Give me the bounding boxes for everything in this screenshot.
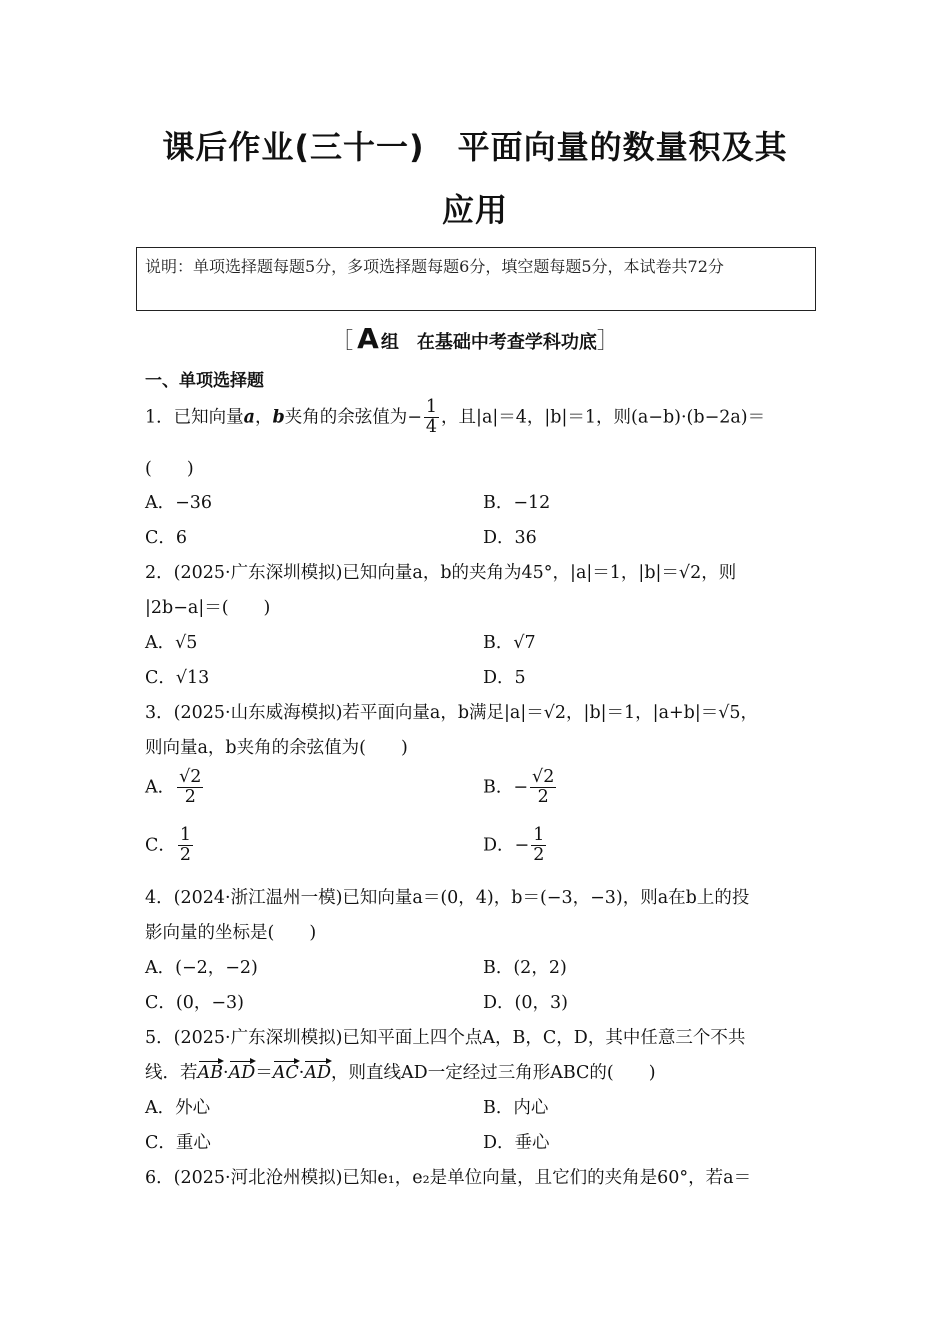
question-1-option-c: C．6 — [145, 528, 188, 548]
instructions-box: 说明：单项选择题每题5分，多项选择题每题6分，填空题每题5分，本试卷共72分 — [136, 247, 816, 311]
question-4-stem-line2: 影向量的坐标是( ) — [145, 923, 317, 943]
question-3-option-c: C． $\frac{1}{2}$ — [145, 825, 192, 866]
question-4-option-c: C．(0，−3) — [145, 993, 244, 1013]
question-5-option-b: B．内心 — [483, 1098, 549, 1118]
left-bracket-icon: ［ — [331, 329, 354, 354]
question-1-option-b: B．−12 — [483, 493, 551, 513]
group-header — [0, 322, 950, 355]
right-bracket-icon: ］ — [596, 329, 619, 354]
question-6-stem: 6．(2025·河北沧州模拟)已知e₁，e₂是单位向量，且它们的夹角是60°，若a＝ — [145, 1168, 752, 1188]
page-title: 课后作业(三十一) 平面向量的数量积及其 — [162, 128, 788, 166]
question-1-bracket: ( ) — [145, 459, 194, 479]
question-5-option-c: C．重心 — [145, 1133, 211, 1153]
question-5-stem-line2: 线．若AB·AD＝AC·AD，则直线AD一定经过三角形ABC的( ) — [145, 1063, 656, 1083]
question-5-stem: 5．(2025·广东深圳模拟)已知平面上四个点A，B，C，D，其中任意三个不共 — [145, 1028, 746, 1048]
question-4-option-b: B．(2，2) — [483, 958, 567, 978]
question-2-stem: 2．(2025·广东深圳模拟)已知向量a，b的夹角为45°，|a|＝1，|b|＝√2，则 — [145, 563, 737, 583]
question-4-option-d: D．(0，3) — [483, 993, 568, 1013]
question-1-stem: 1．已知向量a，b夹角的余弦值为− $\frac{1}{4}$ ，且|a|＝4，|b|＝1，则(a−b)·(b−2a)＝ — [145, 397, 766, 438]
group-label: 组 — [380, 332, 399, 353]
question-5-option-a: A．外心 — [145, 1098, 211, 1118]
vector-ac: AC — [272, 1063, 299, 1083]
vector-ab: AB — [197, 1063, 223, 1083]
question-1-option-a: A．−36 — [145, 493, 213, 513]
question-2-option-b: B．√7 — [483, 633, 536, 653]
question-5-option-d: D．垂心 — [483, 1133, 550, 1153]
question-2-option-d: D．5 — [483, 668, 526, 688]
vector-ad: AD — [228, 1063, 256, 1083]
question-3-option-a: A． $\frac{√2}{2}$ — [145, 767, 202, 808]
question-4-option-a: A．(−2，−2) — [145, 958, 258, 978]
question-3-stem-line2: 则向量a，b夹角的余弦值为( ) — [145, 738, 408, 758]
question-3-option-b: B．− $\frac{√2}{2}$ — [483, 767, 555, 808]
question-3-option-d: D．− $\frac{1}{2}$ — [483, 825, 545, 866]
question-2-option-a: A．√5 — [145, 633, 198, 653]
fraction: $\frac{1}{4}$ — [425, 397, 438, 438]
page-title-line2: 应用 — [441, 191, 508, 229]
question-2-option-c: C．√13 — [145, 668, 210, 688]
question-1-option-d: D．36 — [483, 528, 537, 548]
group-name: 在基础中考查学科功底 — [416, 332, 597, 353]
group-letter: A — [357, 322, 379, 355]
question-3-stem: 3．(2025·山东威海模拟)若平面向量a，b满足|a|＝√2，|b|＝1，|a+b|＝√5， — [145, 703, 759, 723]
section-heading: 一、单项选择题 — [145, 371, 264, 391]
vector-ad-2: AD — [304, 1063, 332, 1083]
question-2-stem-line2: |2b−a|＝( ) — [145, 598, 271, 618]
question-4-stem: 4．(2024·浙江温州一模)已知向量a＝(0，4)，b＝(−3，−3)，则a在b上的投 — [145, 888, 750, 908]
